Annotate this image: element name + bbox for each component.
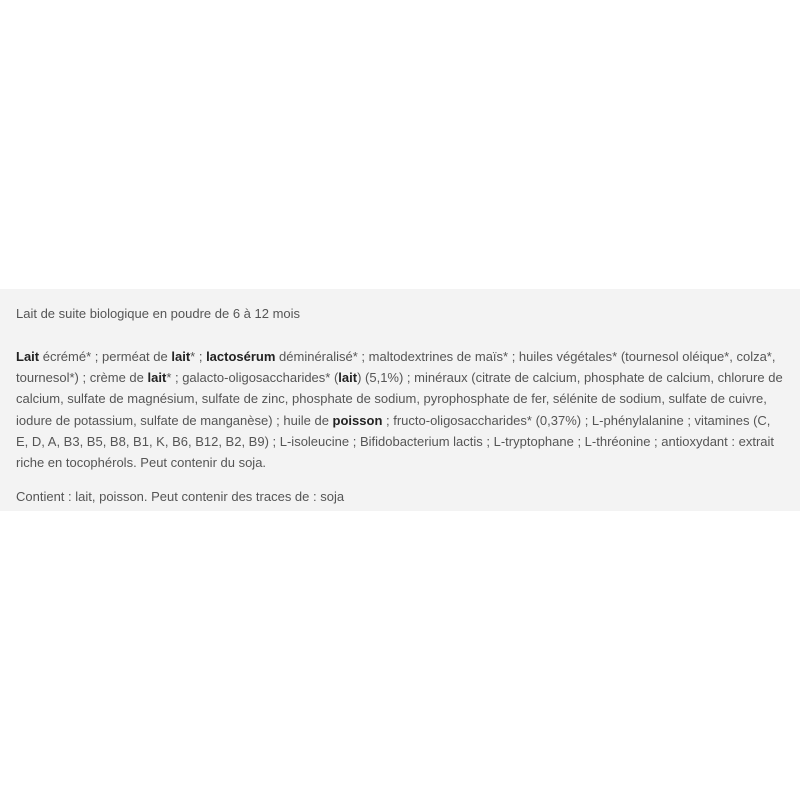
ingredient-text: ) (5,1%) ; minéraux (citrate de calcium, phosphate de calcium, chlorure de calcium, sulfate de magnésium, sulfate de zinc, phosphate de sodium, pyrophosphate de fer, sélénite de sodium, sulfate de cuivre, iodure de potassium, sulfate de manganèse) ; huile de <box>16 370 783 428</box>
ingredient-allergen: lactosérum <box>206 349 276 364</box>
ingredient-text: * ; <box>190 349 207 364</box>
ingredient-text: * ; galacto-oligosaccharides* ( <box>166 370 339 386</box>
ingredient-text: déminéralisé* ; maltodextrines de maïs* ; huiles végétales* (tournesol oléique*, colza*, tournesol*) ; crème de <box>16 349 776 386</box>
ingredient-text: ; fructo-oligosaccharides* (0,37%) ; L-phénylalanine ; vitamines (C, E, D, A, B3, B5, B8, B1, K, B6, B12, B2, B9) ; L-isoleucine ; Bifidobacterium lactis ; L-tryptophane ; L-thréonine ; antioxydant : extrait riche en tocophérols. Peut contenir du soja. <box>16 412 775 471</box>
allergen-statement: Contient : lait, poisson. Peut contenir des traces de : soja <box>16 489 345 505</box>
ingredient-allergen: lait <box>338 370 358 386</box>
ingredient-text: écrémé* ; perméat de <box>39 349 172 364</box>
product-title: Lait de suite biologique en poudre de 6 à 12 mois <box>16 306 301 321</box>
ingredient-allergen: lait <box>147 370 167 386</box>
product-info-panel <box>0 289 800 511</box>
ingredient-allergen: lait <box>171 349 191 364</box>
ingredient-allergen: Lait <box>16 349 40 364</box>
ingredients-list <box>16 346 786 473</box>
ingredient-allergen: poisson <box>332 412 383 428</box>
